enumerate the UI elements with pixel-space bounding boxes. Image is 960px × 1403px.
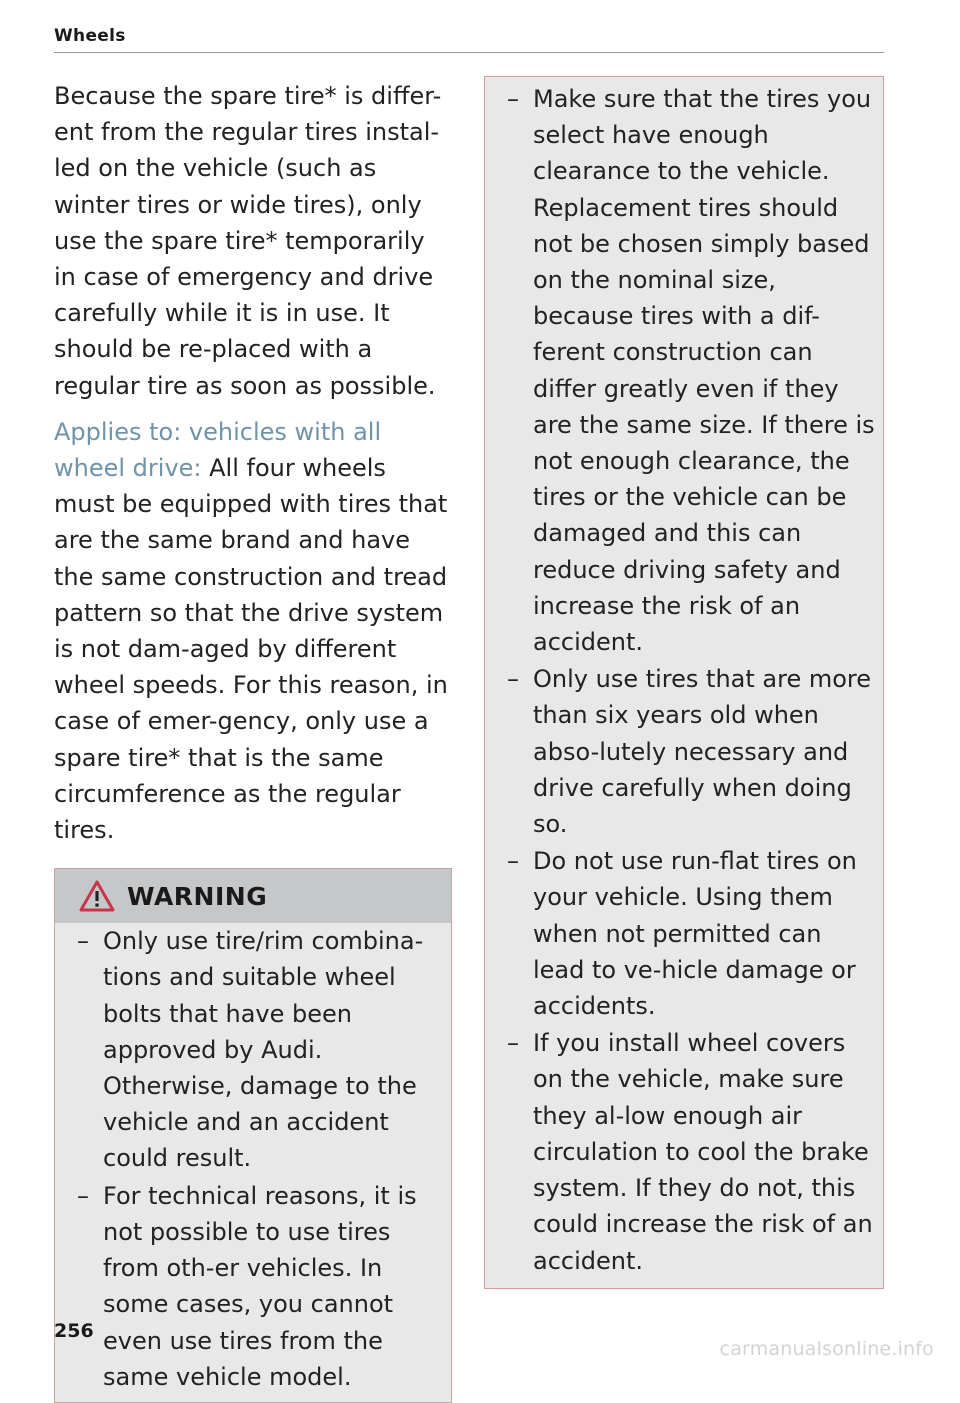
spare-tire-paragraph: Because the spare tire* is differ-ent from the regular tires instal-led on the vehicle (such as winter tires or wide tires), only use the spare tire* temporarily in case of emergency and drive carefully while it is in use. It should be re-placed with a regular tire as soon as possible.: [54, 82, 442, 400]
warning-header: [55, 869, 451, 923]
warning-item: – Do not use run-flat tires on your vehicle. Using them when not permitted can lead to ve-hicle damage or accidents.: [507, 847, 857, 1021]
warning-item: – For technical reasons, it is not possible to use tires from oth-er vehicles. In some cases, you cannot even use tires from the same vehicle model.: [77, 1181, 417, 1391]
warning-box: [54, 868, 452, 1403]
warning-item: – If you install wheel covers on the vehicle, make sure they al-low enough air circulation to cool the brake system. If they do not, this could increase the risk of an accident.: [507, 1029, 873, 1275]
warning-triangle-icon: [79, 880, 115, 912]
warning-item: – Make sure that the tires you select have enough clearance to the vehicle. Replacement tires should not be chosen simply based on the nominal size, because tires with a dif-ferent construction can differ greatly even if they are the same size. If there is not enough clearance, the tires or the vehicle can be damaged and this can reduce driving safety and increase the risk of an accident.: [507, 85, 875, 657]
all-wheel-drive-text: All four wheels must be equipped with tires that are the same brand and have the same construction and tread pattern so that the drive system is not dam-aged by different wheel speeds. For this reason, in case of emer-gency, only use a spare tire* that is the same circumference as the regular tires.: [54, 454, 448, 845]
watermark: carmanualsonline.info: [719, 1338, 934, 1360]
warning-item: – Only use tire/rim combina-tions and suitable wheel bolts that have been approved by Audi. Otherwise, damage to the vehicle and an accident could result.: [77, 927, 424, 1173]
page-number: 256: [54, 1320, 94, 1342]
section-header: Wheels: [54, 26, 126, 46]
right-column: [484, 76, 884, 1289]
warning-list-continued: [485, 77, 883, 1288]
header-rule: [54, 52, 884, 53]
warning-list: [55, 923, 451, 1402]
warning-box-continued: [484, 76, 884, 1289]
left-column: [54, 78, 452, 1403]
all-wheel-drive-paragraph: [54, 414, 452, 848]
applies-to-label: Applies to: vehicles with all wheel drive:: [54, 417, 382, 483]
warning-item: – Only use tires that are more than six years old when abso-lutely necessary and drive carefully when doing so.: [507, 665, 872, 839]
warning-title: WARNING: [127, 881, 268, 911]
